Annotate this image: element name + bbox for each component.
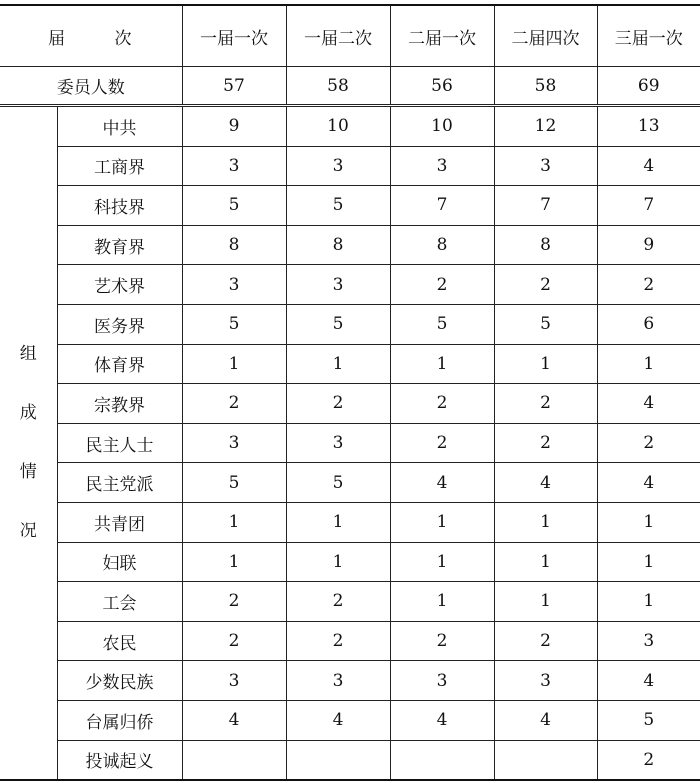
cell-value: 9 bbox=[597, 225, 700, 265]
cell-value: 10 bbox=[390, 106, 494, 147]
row-label: 民主党派 bbox=[57, 463, 182, 503]
cell-value: 4 bbox=[182, 700, 286, 740]
cell-value: 1 bbox=[182, 502, 286, 542]
cell-value: 2 bbox=[597, 740, 700, 780]
cell-value bbox=[182, 740, 286, 780]
cell-value: 2 bbox=[182, 582, 286, 622]
cell-value: 3 bbox=[182, 265, 286, 305]
cell-value: 1 bbox=[494, 344, 597, 384]
cell-value: 1 bbox=[182, 344, 286, 384]
cell-value: 2 bbox=[597, 265, 700, 305]
cell-value: 3 bbox=[390, 661, 494, 701]
cell-value: 13 bbox=[597, 106, 700, 147]
cell-value: 2 bbox=[182, 621, 286, 661]
cell-value bbox=[286, 740, 390, 780]
cell-value: 3 bbox=[182, 146, 286, 186]
cell-value: 9 bbox=[182, 106, 286, 147]
cell-value: 8 bbox=[182, 225, 286, 265]
cell-value: 1 bbox=[390, 344, 494, 384]
session-header-char-2: 次 bbox=[114, 28, 134, 49]
row-label: 体育界 bbox=[57, 344, 182, 384]
composition-group-label bbox=[0, 106, 57, 781]
row-label: 宗教界 bbox=[57, 384, 182, 424]
cell-value: 2 bbox=[286, 621, 390, 661]
cell-value: 1 bbox=[390, 502, 494, 542]
cell-value: 5 bbox=[286, 463, 390, 503]
row-label: 少数民族 bbox=[57, 661, 182, 701]
cell-value: 1 bbox=[597, 542, 700, 582]
cell-value: 2 bbox=[390, 423, 494, 463]
row-label: 中共 bbox=[57, 106, 182, 147]
cell-value: 8 bbox=[494, 225, 597, 265]
cell-value: 8 bbox=[390, 225, 494, 265]
cell-value: 1 bbox=[286, 502, 390, 542]
cell-value: 5 bbox=[390, 304, 494, 344]
cell-value: 1 bbox=[286, 542, 390, 582]
table-row bbox=[0, 265, 700, 305]
cell-value: 3 bbox=[494, 661, 597, 701]
committee-composition-table bbox=[0, 4, 700, 781]
table-row bbox=[0, 146, 700, 186]
composition-group-char: 成 bbox=[19, 403, 37, 424]
cell-value: 10 bbox=[286, 106, 390, 147]
table-row bbox=[0, 344, 700, 384]
cell-value: 4 bbox=[597, 384, 700, 424]
cell-value: 4 bbox=[494, 463, 597, 503]
cell-value: 1 bbox=[390, 542, 494, 582]
composition-group-char: 况 bbox=[19, 521, 37, 542]
cell-value: 7 bbox=[597, 186, 700, 226]
cell-value: 2 bbox=[597, 423, 700, 463]
cell-value: 7 bbox=[390, 186, 494, 226]
row-label: 民主人士 bbox=[57, 423, 182, 463]
cell-value: 3 bbox=[597, 621, 700, 661]
cell-value: 3 bbox=[286, 265, 390, 305]
cell-value: 3 bbox=[494, 146, 597, 186]
table-row bbox=[0, 186, 700, 226]
cell-value: 2 bbox=[494, 621, 597, 661]
cell-value: 2 bbox=[494, 423, 597, 463]
cell-value: 2 bbox=[286, 384, 390, 424]
cell-value: 3 bbox=[182, 423, 286, 463]
cell-value: 2 bbox=[182, 384, 286, 424]
session-header bbox=[0, 5, 182, 67]
row-label: 投诚起义 bbox=[57, 740, 182, 780]
cell-value: 3 bbox=[286, 661, 390, 701]
column-header: 三届一次 bbox=[597, 5, 700, 67]
total-value: 57 bbox=[182, 67, 286, 106]
row-label: 妇联 bbox=[57, 542, 182, 582]
cell-value: 8 bbox=[286, 225, 390, 265]
row-label: 工会 bbox=[57, 582, 182, 622]
row-label: 共青团 bbox=[57, 502, 182, 542]
cell-value: 1 bbox=[286, 344, 390, 384]
table-row bbox=[0, 661, 700, 701]
column-header: 二届一次 bbox=[390, 5, 494, 67]
row-label: 教育界 bbox=[57, 225, 182, 265]
cell-value: 1 bbox=[597, 502, 700, 542]
table-row bbox=[0, 423, 700, 463]
row-label: 农民 bbox=[57, 621, 182, 661]
cell-value bbox=[390, 740, 494, 780]
cell-value: 5 bbox=[182, 186, 286, 226]
cell-value: 4 bbox=[286, 700, 390, 740]
row-label: 医务界 bbox=[57, 304, 182, 344]
session-header-char-1: 届 bbox=[48, 28, 67, 49]
cell-value: 2 bbox=[390, 384, 494, 424]
cell-value: 7 bbox=[494, 186, 597, 226]
total-value: 69 bbox=[597, 67, 700, 106]
cell-value: 5 bbox=[182, 463, 286, 503]
total-value: 56 bbox=[390, 67, 494, 106]
total-value: 58 bbox=[286, 67, 390, 106]
cell-value: 2 bbox=[494, 265, 597, 305]
cell-value: 3 bbox=[286, 146, 390, 186]
cell-value: 1 bbox=[182, 542, 286, 582]
cell-value: 5 bbox=[286, 304, 390, 344]
table-row bbox=[0, 621, 700, 661]
composition-group-char: 情 bbox=[19, 462, 37, 483]
cell-value: 5 bbox=[182, 304, 286, 344]
cell-value: 2 bbox=[390, 621, 494, 661]
cell-value: 1 bbox=[597, 344, 700, 384]
cell-value: 3 bbox=[182, 661, 286, 701]
table-row bbox=[0, 304, 700, 344]
cell-value: 12 bbox=[494, 106, 597, 147]
cell-value: 4 bbox=[597, 146, 700, 186]
table-row bbox=[0, 700, 700, 740]
total-members-label: 委员人数 bbox=[0, 67, 182, 106]
total-members-row bbox=[0, 67, 700, 106]
table-row bbox=[0, 740, 700, 780]
cell-value: 2 bbox=[494, 384, 597, 424]
cell-value: 1 bbox=[494, 542, 597, 582]
cell-value: 4 bbox=[597, 661, 700, 701]
table-row bbox=[0, 384, 700, 424]
table-row bbox=[0, 463, 700, 503]
cell-value: 1 bbox=[597, 582, 700, 622]
cell-value: 1 bbox=[494, 502, 597, 542]
cell-value: 4 bbox=[494, 700, 597, 740]
table-row bbox=[0, 225, 700, 265]
cell-value: 4 bbox=[390, 463, 494, 503]
cell-value: 4 bbox=[390, 700, 494, 740]
column-header: 一届一次 bbox=[182, 5, 286, 67]
cell-value: 4 bbox=[597, 463, 700, 503]
cell-value: 1 bbox=[390, 582, 494, 622]
column-header: 二届四次 bbox=[494, 5, 597, 67]
cell-value: 1 bbox=[494, 582, 597, 622]
table-row bbox=[0, 106, 700, 147]
cell-value bbox=[494, 740, 597, 780]
table-row bbox=[0, 582, 700, 622]
row-label: 工商界 bbox=[57, 146, 182, 186]
cell-value: 5 bbox=[494, 304, 597, 344]
row-label: 艺术界 bbox=[57, 265, 182, 305]
column-header: 一届二次 bbox=[286, 5, 390, 67]
cell-value: 3 bbox=[390, 146, 494, 186]
table-row bbox=[0, 542, 700, 582]
composition-group-char: 组 bbox=[19, 344, 37, 365]
cell-value: 2 bbox=[286, 582, 390, 622]
row-label: 台属归侨 bbox=[57, 700, 182, 740]
row-label: 科技界 bbox=[57, 186, 182, 226]
cell-value: 2 bbox=[390, 265, 494, 305]
table-row bbox=[0, 502, 700, 542]
total-value: 58 bbox=[494, 67, 597, 106]
header-row bbox=[0, 5, 700, 67]
cell-value: 6 bbox=[597, 304, 700, 344]
cell-value: 5 bbox=[286, 186, 390, 226]
cell-value: 5 bbox=[597, 700, 700, 740]
cell-value: 3 bbox=[286, 423, 390, 463]
